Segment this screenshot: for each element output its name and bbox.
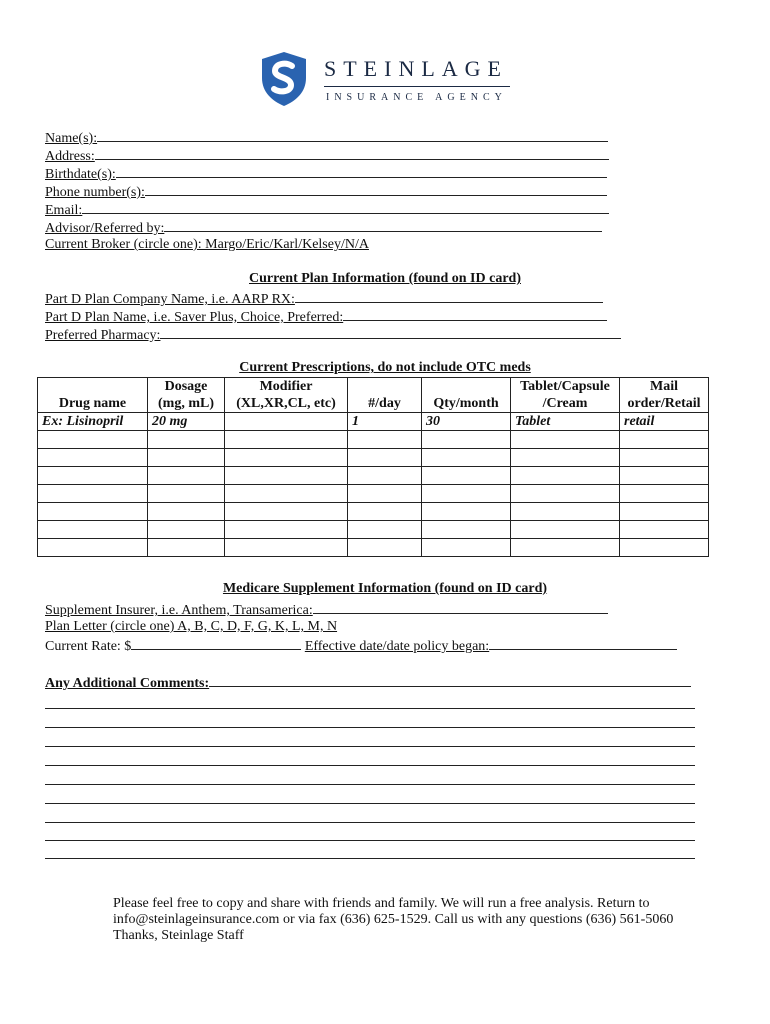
- advisor-field[interactable]: [45, 218, 602, 236]
- pharmacy-label: Preferred Pharmacy:: [45, 328, 161, 343]
- comment-line[interactable]: [45, 746, 695, 747]
- example-mail-retail: retail: [620, 413, 709, 431]
- col-mail-retail: Mail order/Retail: [620, 378, 709, 413]
- names-field[interactable]: [45, 128, 608, 146]
- comments-label: Any Additional Comments:: [45, 676, 210, 691]
- comment-line[interactable]: [45, 822, 695, 823]
- logo-divider: [324, 86, 510, 87]
- email-label: Email:: [45, 203, 83, 218]
- company-logo: [258, 50, 518, 110]
- address-field[interactable]: [45, 146, 609, 164]
- example-qty: 30: [422, 413, 511, 431]
- prescriptions-table: [37, 377, 709, 557]
- plan-letter-label: Plan Letter (circle one) A, B, C, D, F, G, K, L, M, N: [45, 619, 338, 634]
- example-per-day: 1: [348, 413, 422, 431]
- table-row[interactable]: [38, 449, 709, 467]
- table-row[interactable]: [38, 467, 709, 485]
- email-field[interactable]: [45, 200, 609, 218]
- rate-label: Current Rate: $: [45, 639, 132, 654]
- comment-line[interactable]: [45, 858, 695, 859]
- plan-company-label: Part D Plan Company Name, i.e. AARP RX:: [45, 292, 295, 307]
- table-row[interactable]: [38, 485, 709, 503]
- comment-line[interactable]: [45, 765, 695, 766]
- steinlage-shield-logo-icon: [258, 50, 310, 108]
- plan-company-field[interactable]: [45, 289, 603, 307]
- comment-line[interactable]: [45, 708, 695, 709]
- effective-label: Effective date/date policy began:: [304, 639, 490, 654]
- supplement-insurer-label: Supplement Insurer, i.e. Anthem, Transamerica:: [45, 603, 313, 618]
- table-row[interactable]: [38, 503, 709, 521]
- footer-note: [113, 896, 733, 944]
- example-form: Tablet: [511, 413, 620, 431]
- table-row[interactable]: [38, 521, 709, 539]
- rate-field[interactable]: [45, 636, 677, 654]
- table-row-example: [38, 413, 709, 431]
- prescriptions-heading: Current Prescriptions, do not include OTC meds: [239, 360, 531, 375]
- footer-line-3: Thanks, Steinlage Staff: [113, 928, 244, 943]
- names-label: Name(s):: [45, 131, 98, 146]
- pharmacy-field[interactable]: [45, 325, 621, 343]
- col-per-day: #/day: [348, 378, 422, 413]
- advisor-label: Advisor/Referred by:: [45, 221, 165, 236]
- table-header-row: [38, 378, 709, 413]
- birthdates-field[interactable]: [45, 164, 607, 182]
- comments-field[interactable]: [45, 673, 691, 691]
- logo-wordmark: STEINLAGE: [324, 56, 508, 81]
- birthdates-label: Birthdate(s):: [45, 167, 116, 182]
- supplement-heading: Medicare Supplement Information (found on ID card): [222, 581, 548, 596]
- comment-line[interactable]: [45, 784, 695, 785]
- address-label: Address:: [45, 149, 95, 164]
- col-qty-month: Qty/month: [422, 378, 511, 413]
- example-drug: Ex: Lisinopril: [38, 413, 148, 431]
- plan-name-label: Part D Plan Name, i.e. Saver Plus, Choice, Preferred:: [45, 310, 344, 325]
- footer-line-1: Please feel free to copy and share with friends and family. We will run a free analysis. Return to: [113, 896, 650, 911]
- comment-line[interactable]: [45, 803, 695, 804]
- phone-field[interactable]: [45, 182, 607, 200]
- comment-line[interactable]: [45, 727, 695, 728]
- plan-heading: Current Plan Information (found on ID card): [249, 271, 521, 286]
- plan-name-field[interactable]: [45, 307, 607, 325]
- col-modifier: Modifier (XL,XR,CL, etc): [225, 378, 348, 413]
- col-dosage: Dosage (mg, mL): [148, 378, 225, 413]
- broker-label: Current Broker (circle one): Margo/Eric/Karl/Kelsey/N/A: [45, 237, 369, 252]
- example-dosage: 20 mg: [148, 413, 225, 431]
- plan-letter-field[interactable]: [45, 618, 337, 636]
- logo-subtitle: INSURANCE AGENCY: [326, 92, 507, 103]
- comment-line[interactable]: [45, 840, 695, 841]
- table-row[interactable]: [38, 539, 709, 557]
- broker-field[interactable]: [45, 236, 369, 254]
- table-row[interactable]: [38, 431, 709, 449]
- footer-line-2: info@steinlageinsurance.com or via fax (636) 625-1529. Call us with any questions (636) 561-5060: [113, 912, 674, 927]
- example-modifier: [225, 413, 348, 431]
- phone-label: Phone number(s):: [45, 185, 145, 200]
- supplement-insurer-field[interactable]: [45, 600, 608, 618]
- col-drug-name: Drug name: [38, 378, 148, 413]
- col-form: Tablet/Capsule /Cream: [511, 378, 620, 413]
